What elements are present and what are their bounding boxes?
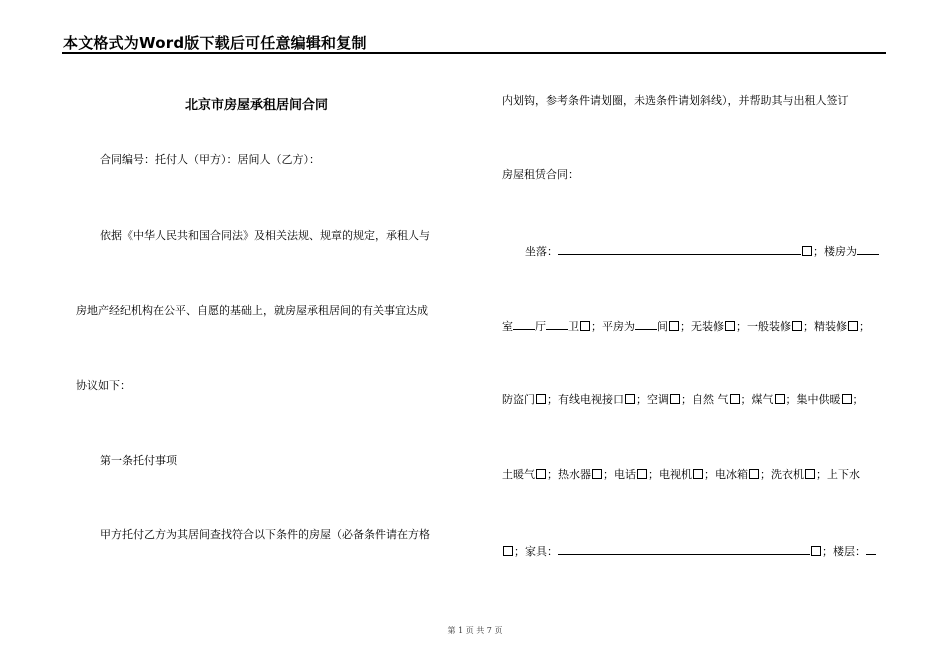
paragraph-line: 协议如下： [76, 379, 131, 392]
television-label: ；电视机 [648, 468, 692, 481]
jian-label: 间 [657, 320, 668, 333]
document-header: 本文格式为Word版下载后可任意编辑和复制 [63, 34, 367, 52]
room-label: 室 [502, 320, 513, 333]
checkbox[interactable] [792, 321, 802, 331]
page-footer: 第 1 页 共 7 页 [447, 626, 503, 635]
checkbox[interactable] [637, 469, 647, 479]
telephone-label: ；电话 [603, 468, 636, 481]
normal-decor-label: ；一般装修 [736, 320, 791, 333]
washing-machine-label: ；洗衣机 [760, 468, 804, 481]
plumbing-label: ；上下水 [816, 468, 860, 481]
coal-gas-label: ；煤气 [740, 393, 774, 406]
no-decor-label: ；无装修 [680, 320, 724, 333]
facilities-line [502, 393, 864, 407]
paragraph-line: 依据《中华人民共和国合同法》及相关法规、规章的规定，承租人与 [100, 229, 430, 242]
location-blank[interactable] [558, 243, 801, 255]
paragraph-line: 内划钩，参考条件请划圈，未选条件请划斜线），并帮助其与出租人签订 [502, 94, 849, 107]
checkbox[interactable] [669, 321, 679, 331]
checkbox[interactable] [775, 394, 785, 404]
article-heading: 第一条托付事项 [100, 454, 177, 467]
contract-number-line: 合同编号：托付人（甲方）：居间人（乙方）： [100, 153, 320, 166]
local-heating-label: 土暖气 [502, 468, 535, 481]
line-end: ； [852, 393, 864, 406]
air-conditioner-label: ；空调 [636, 393, 669, 406]
checkbox[interactable] [725, 321, 735, 331]
checkbox[interactable] [536, 469, 546, 479]
location-line [525, 243, 879, 259]
checkbox[interactable] [670, 394, 680, 404]
bungalow-label: ；平房为 [591, 320, 635, 333]
building-label: ；楼房为 [813, 245, 857, 258]
checkbox[interactable] [730, 394, 740, 404]
checkbox[interactable] [848, 321, 858, 331]
paragraph-line: 甲方托付乙方为其居间查找符合以下条件的房屋（必备条件请在方格 [100, 528, 430, 541]
refrigerator-label: ；电冰箱 [704, 468, 748, 481]
header-rule [62, 52, 886, 54]
room-blank[interactable] [513, 318, 535, 330]
floor-blank[interactable] [866, 543, 876, 555]
paragraph-line: 房地产经纪机构在公平、自愿的基础上，就房屋承租居间的有关事宜达成 [76, 304, 428, 317]
checkbox[interactable] [625, 394, 635, 404]
security-door-label: 防盗门 [502, 393, 535, 406]
checkbox[interactable] [693, 469, 703, 479]
hall-label: 厅 [535, 320, 546, 333]
contract-title: 北京市房屋承租居间合同 [185, 98, 329, 113]
hall-blank[interactable] [546, 318, 568, 330]
central-heating-label: ；集中供暖 [785, 393, 841, 406]
checkbox[interactable] [536, 394, 546, 404]
room-line [502, 318, 870, 334]
furniture-line [502, 543, 876, 559]
checkbox[interactable] [811, 546, 821, 556]
natural-gas-label: ；自然 气 [681, 393, 729, 406]
location-label: 坐落： [525, 245, 558, 258]
bungalow-blank[interactable] [635, 318, 657, 330]
fine-decor-label: ；精装修 [803, 320, 847, 333]
paragraph-line: 房屋租赁合同： [502, 168, 579, 181]
line-end: ； [859, 320, 870, 333]
checkbox[interactable] [503, 546, 513, 556]
water-heater-label: ；热水器 [547, 468, 591, 481]
floor-label: ；楼层： [822, 545, 866, 558]
furniture-blank[interactable] [558, 543, 810, 555]
bath-label: 卫 [568, 320, 579, 333]
building-blank[interactable] [857, 243, 879, 255]
checkbox[interactable] [749, 469, 759, 479]
checkbox[interactable] [802, 246, 812, 256]
checkbox[interactable] [580, 321, 590, 331]
checkbox[interactable] [842, 394, 852, 404]
checkbox[interactable] [805, 469, 815, 479]
appliances-line [502, 468, 860, 482]
checkbox[interactable] [592, 469, 602, 479]
furniture-label: ；家具： [514, 545, 558, 558]
cable-tv-label: ；有线电视接口 [547, 393, 624, 406]
